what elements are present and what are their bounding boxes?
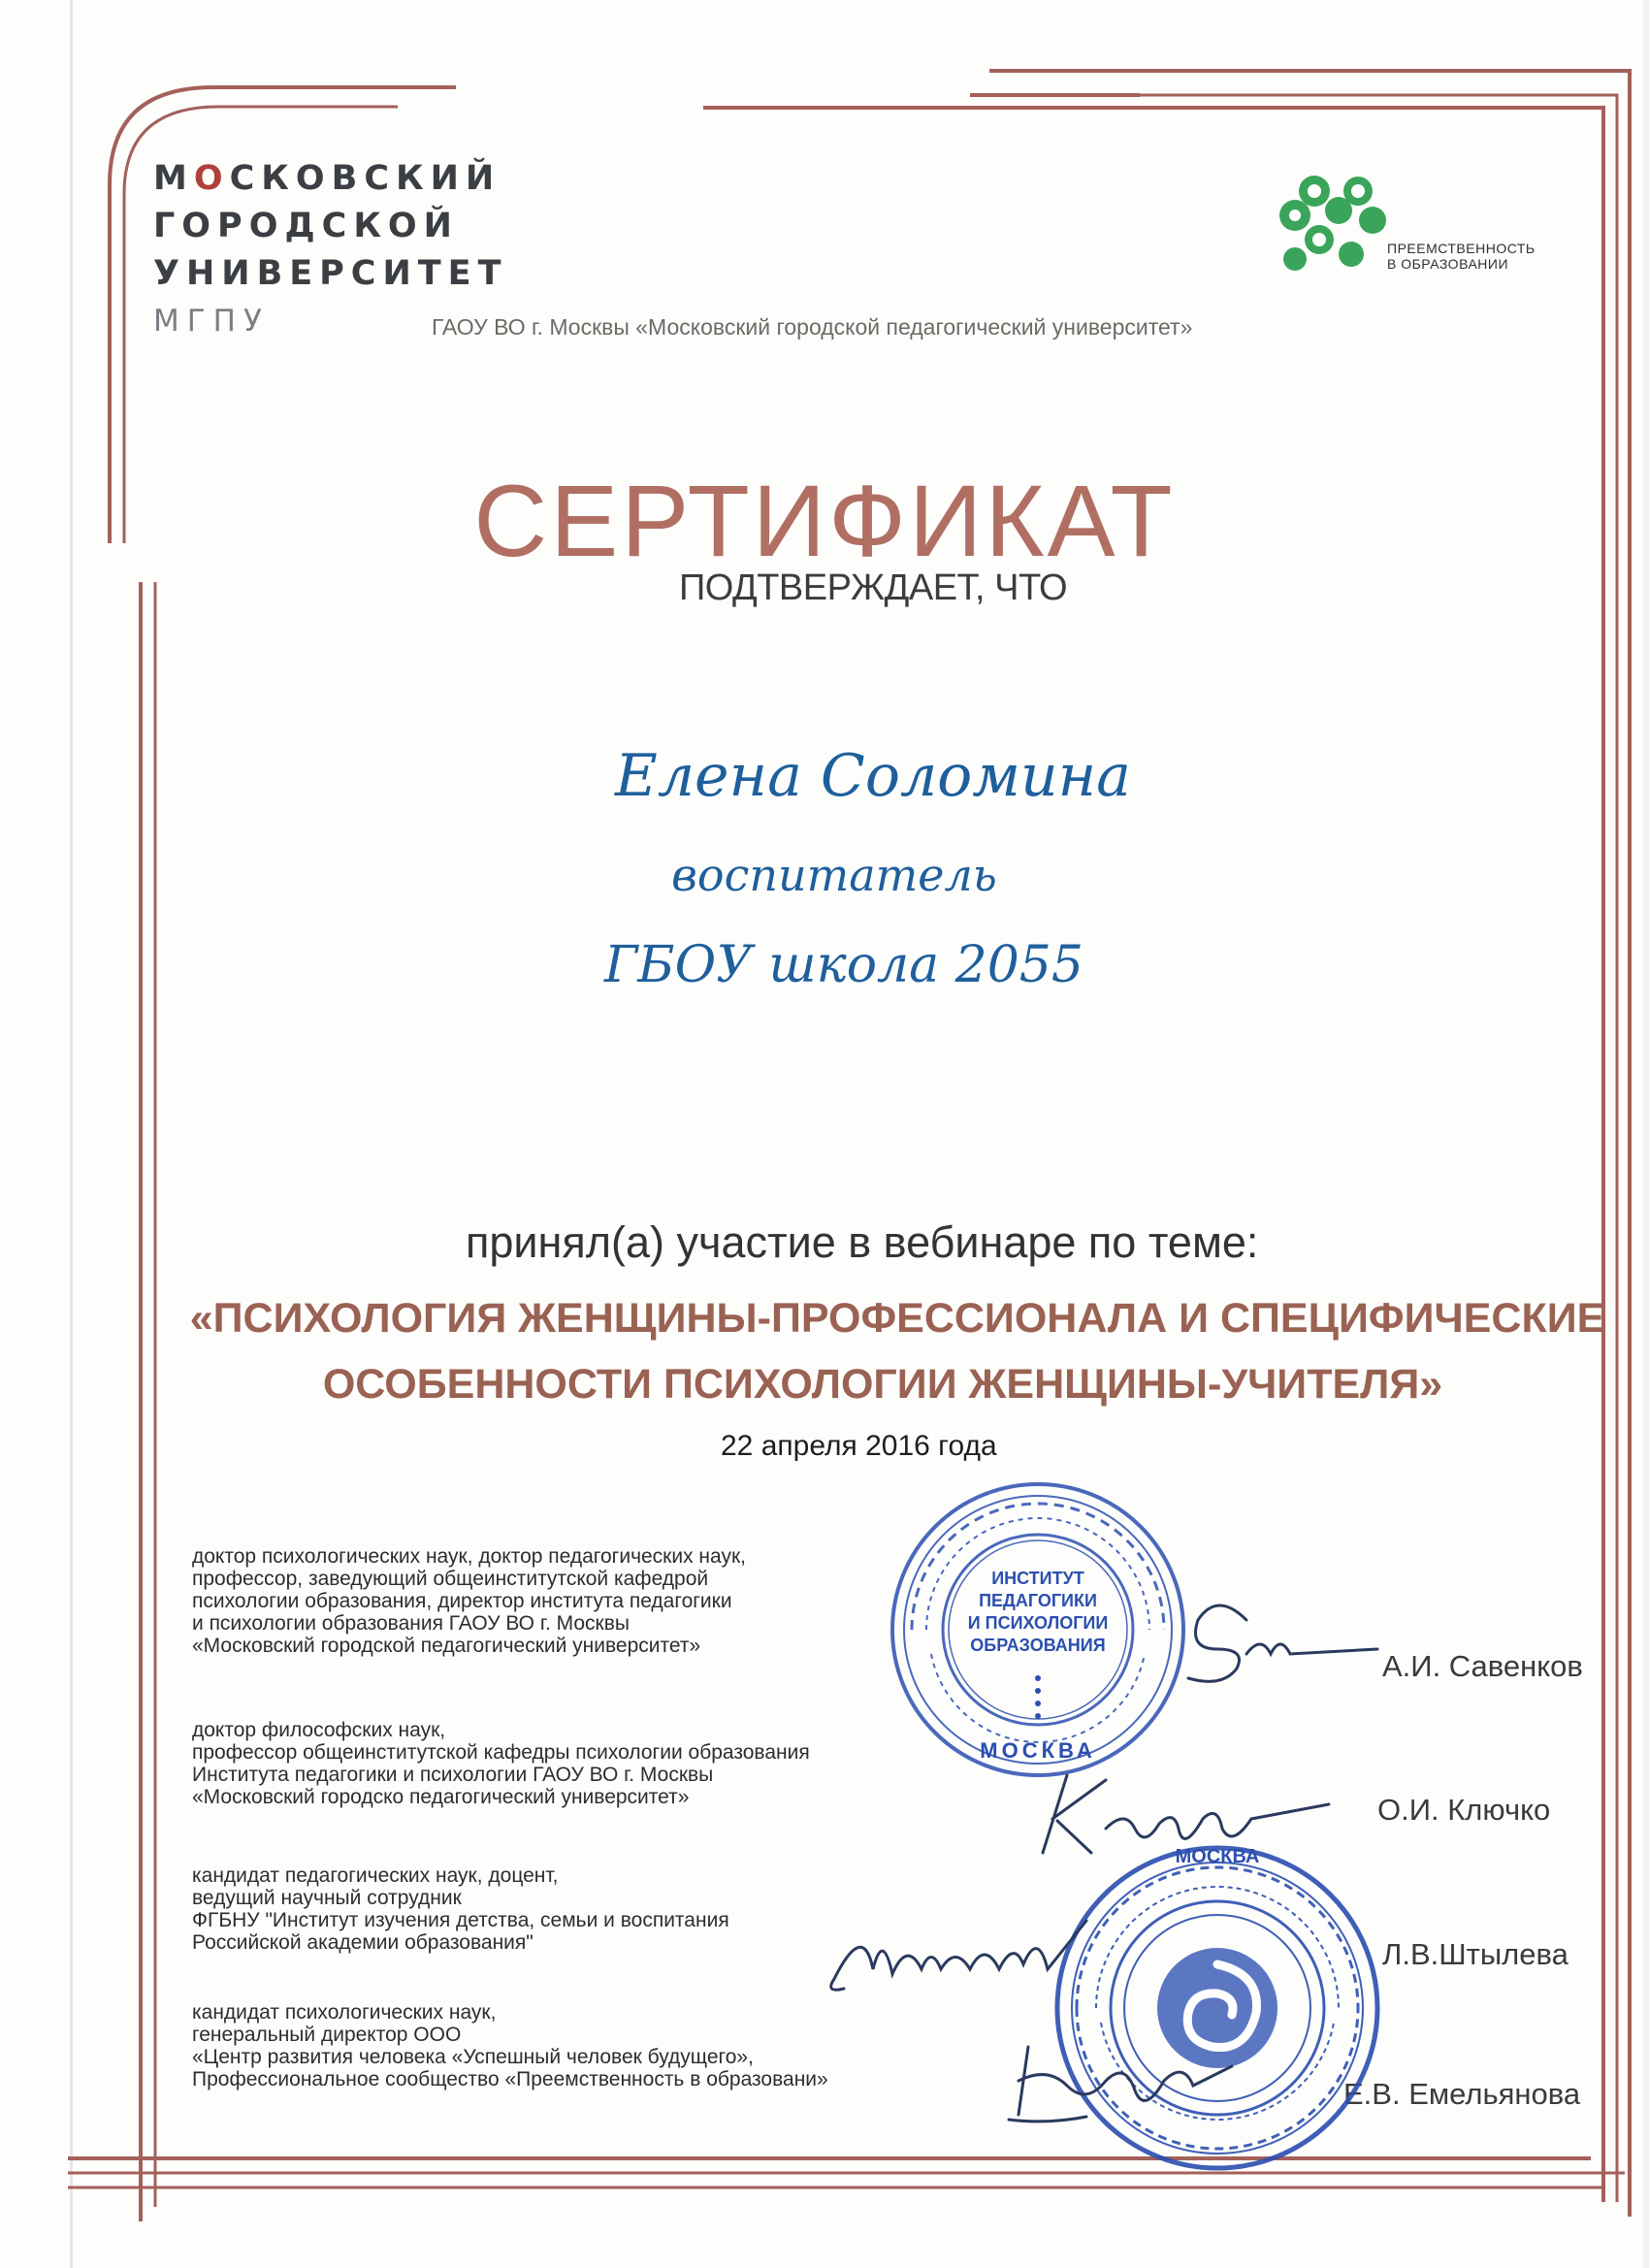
signature-3 <box>815 1901 1106 2008</box>
stamp1-center-line: ОБРАЗОВАНИЯ <box>970 1636 1106 1655</box>
topic-line-2: ОСОБЕННОСТИ ПСИХОЛОГИИ ЖЕНЩИНЫ-УЧИТЕЛЯ» <box>322 1361 1443 1408</box>
logo-line-4: МГПУ <box>153 304 270 339</box>
partner-logo-text <box>1387 241 1536 272</box>
signatory-1-line: доктор психологических наук, доктор педагогических наук, <box>192 1545 746 1568</box>
signatory-4-titles <box>192 2001 828 2090</box>
signatory-2-line: профессор общеинститутской кафедры психологии образования <box>192 1741 810 1764</box>
signatory-1-line: психологии образования, директор института педагогики <box>192 1590 732 1612</box>
signatory-1-name: А.И. Савенков <box>1382 1649 1583 1683</box>
institution-line: ГАОУ ВО г. Москвы «Московский городской педагогический университет» <box>432 314 1193 340</box>
signatory-2-line: Института педагогики и психологии ГАОУ ВО г. Москвы <box>192 1764 714 1786</box>
signatory-3-name: Л.В.Штылева <box>1382 1937 1568 1971</box>
certificate-subtitle: ПОДТВЕРЖДАЕТ, ЧТО <box>678 567 1068 608</box>
signatory-1-titles <box>192 1545 746 1657</box>
recipient-role: воспитатель <box>671 849 997 901</box>
signatory-2-line: «Московский городско педагогический университет» <box>192 1786 690 1808</box>
participation-text: принял(а) участие в вебинаре по теме: <box>466 1217 1259 1267</box>
logo-line-1-rest: СКОВСКИЙ <box>229 159 501 198</box>
signatory-2-name: О.И. Ключко <box>1377 1793 1551 1827</box>
partner-logo-line-2: В ОБРАЗОВАНИИ <box>1387 256 1509 272</box>
event-date: 22 апреля 2016 года <box>721 1430 997 1462</box>
recipient-name: Елена Соломина <box>615 742 1131 810</box>
stamp2-top-text: МОСКВА <box>1175 1846 1260 1867</box>
signatory-2-titles <box>192 1719 810 1808</box>
signatory-1-line: и психологии образования ГАОУ ВО г. Москвы <box>192 1612 630 1635</box>
signatory-3-line: Российской академии образования" <box>192 1931 534 1954</box>
signatory-4-name: Е.В. Емельянова <box>1343 2077 1581 2111</box>
stamp1-center-line: ПЕДАГОГИКИ <box>979 1591 1097 1610</box>
logo-line-2: ГОРОДСКОЙ <box>153 207 459 245</box>
signatory-3-line: ведущий научный сотрудник <box>192 1887 462 1909</box>
signature-1 <box>1179 1581 1392 1698</box>
stamp1-bottom-text: МОСКВА <box>980 1738 1096 1763</box>
signatory-4-line: Профессиональное сообщество «Преемственность в образовани» <box>192 2068 828 2090</box>
signatory-3-titles <box>192 1864 729 1954</box>
logo-line-3: УНИВЕРСИТЕТ <box>153 254 508 293</box>
signature-4 <box>989 2027 1242 2134</box>
signature-2 <box>999 1761 1348 1867</box>
signatory-4-line: «Центр развития человека «Успешный человек будущего», <box>192 2046 754 2068</box>
signatory-1-line: «Московский городской педагогический университет» <box>192 1635 701 1657</box>
signatory-2-line: доктор философских наук, <box>192 1719 446 1741</box>
signatory-3-line: кандидат педагогических наук, доцент, <box>192 1864 559 1887</box>
signatory-4-line: генеральный директор ООО <box>192 2024 462 2046</box>
partner-logo-line-1: ПРЕЕМСТВЕННОСТЬ <box>1387 241 1536 256</box>
stamp1-center-line: И ПСИХОЛОГИИ <box>967 1613 1109 1633</box>
topic-line-1: «ПСИХОЛОГИЯ ЖЕНЩИНЫ-ПРОФЕССИОНАЛА И СПЕЦИФИЧЕСКИЕ <box>189 1295 1605 1342</box>
stamp1-star-icons <box>1035 1675 1041 1719</box>
partner-logo-icon <box>1266 167 1586 293</box>
certificate-title: СЕРТИФИКАТ <box>473 465 1176 578</box>
signatory-1-line: профессор, заведующий общеинститутской кафедрой <box>192 1568 709 1590</box>
signatory-4-line: кандидат психологических наук, <box>192 2001 497 2024</box>
signatory-3-line: ФГБНУ "Институт изучения детства, семьи и воспитания <box>192 1909 729 1931</box>
logo-line-1: МОСКОВСКИЙ <box>153 159 501 198</box>
stamp1-center-line: ИНСТИТУТ <box>991 1569 1084 1588</box>
institute-stamp <box>873 1470 1203 1790</box>
recipient-school: ГБОУ школа 2055 <box>604 936 1083 994</box>
